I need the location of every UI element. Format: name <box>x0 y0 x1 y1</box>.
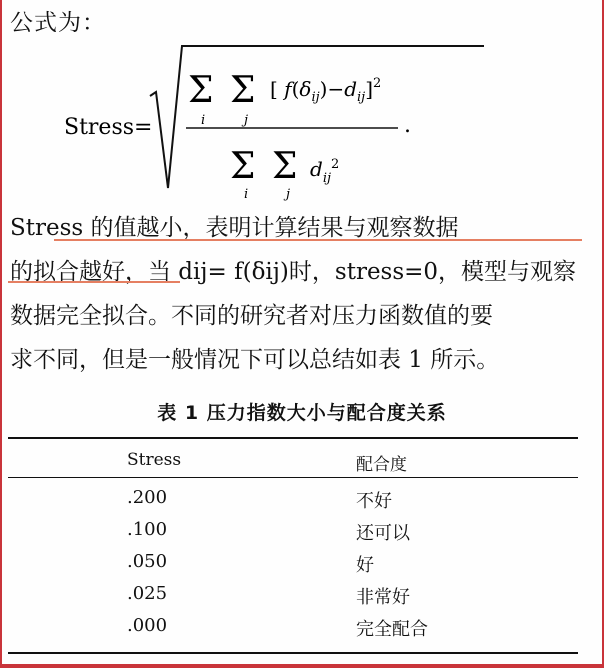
numerator-sum-j: Σ <box>230 70 256 111</box>
table-header-rule <box>8 477 578 478</box>
table-top-rule <box>8 437 578 439</box>
table-row-stress: .200 <box>127 487 168 508</box>
table-row-fit: 不好 <box>356 491 392 512</box>
table-row-fit: 还可以 <box>356 523 410 544</box>
denominator-index-j: j <box>286 187 291 202</box>
formula-graphic <box>64 60 484 200</box>
denominator-sum-i: Σ <box>230 146 256 187</box>
highlight-underline-1 <box>54 239 582 241</box>
numerator-index-j: j <box>244 113 249 128</box>
numerator-sum-i: Σ <box>188 70 214 111</box>
table-bottom-rule <box>8 652 578 654</box>
table-row-fit: 好 <box>356 555 374 576</box>
table-row-stress: .000 <box>127 615 168 636</box>
intro-text: 公式为： <box>10 10 106 36</box>
denominator-expression: $d_{ij}^2$ <box>310 157 340 186</box>
formula-period: . <box>404 113 411 138</box>
formula-lhs: Stress= <box>64 115 153 140</box>
denominator-sum-j: Σ <box>272 146 298 187</box>
paragraph-line-4: 求不同，但是一般情况下可以总结如表 1 所示。 <box>10 347 500 373</box>
table-header-fit: 配合度 <box>356 455 407 475</box>
stress-formula <box>64 60 484 200</box>
table-header-stress: Stress <box>127 450 182 470</box>
highlight-underline-2 <box>8 281 180 283</box>
table-row-fit: 完全配合 <box>356 619 428 640</box>
table-caption: 表 1 压力指数大小与配合度关系 <box>157 402 447 424</box>
numerator-index-i: i <box>201 113 206 128</box>
numerator-expression: [ $f(\delta_{ij})-d_{ij}]^2$ <box>270 76 382 105</box>
table-row-fit: 非常好 <box>356 587 410 608</box>
denominator-index-i: i <box>244 187 249 202</box>
table-row-stress: .100 <box>127 519 168 540</box>
paragraph-line-1: Stress 的值越小，表明计算结果与观察数据 <box>10 215 459 241</box>
table-row-stress: .025 <box>127 583 168 604</box>
paragraph-line-3: 数据完全拟合。不同的研究者对压力函数值的要 <box>10 303 493 329</box>
table-row-stress: .050 <box>127 551 168 572</box>
paragraph-line-2: 的拟合越好，当 dij= f(δij)时，stress=0，模型与观察 <box>10 259 577 285</box>
